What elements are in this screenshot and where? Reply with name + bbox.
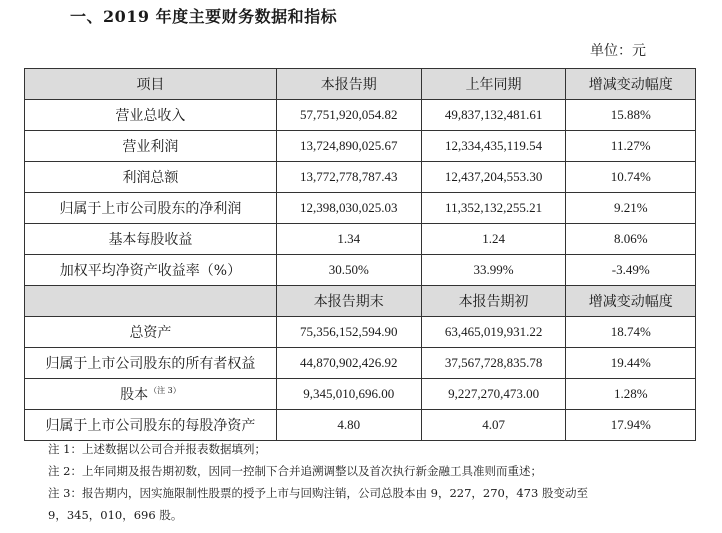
cell-value: 4.07 — [421, 410, 566, 441]
cell-value: 9,227,270,473.00 — [421, 379, 566, 410]
row-label-with-note — [25, 379, 277, 410]
header-cell-current-period: 本报告期 — [276, 69, 421, 100]
footnote-3: 注 3：报告期内，因实施限制性股票的授予上市与回购注销，公司总股本由 9，227，270，473 股变动至 — [48, 486, 588, 500]
cell-change: 8.06% — [566, 224, 696, 255]
cell-change: 19.44% — [566, 348, 696, 379]
cell-change: 9.21% — [566, 193, 696, 224]
section-title: 一、2019 年度主要财务数据和指标 — [70, 7, 338, 26]
row-label: 基本每股收益 — [25, 224, 277, 255]
cell-change: 18.74% — [566, 317, 696, 348]
cell-change: 15.88% — [566, 100, 696, 131]
table-row — [25, 193, 696, 224]
row-label: 利润总额 — [25, 162, 277, 193]
table-subheader-row — [25, 286, 696, 317]
cell-value: 30.50% — [276, 255, 421, 286]
footnote-2: 注 2：上年同期及报告期初数，因同一控制下合并追溯调整以及首次执行新金融工具准则而重述； — [48, 464, 542, 478]
cell-value: 12,437,204,553.30 — [421, 162, 566, 193]
cell-value: 37,567,728,835.78 — [421, 348, 566, 379]
header-cell-change: 增减变动幅度 — [566, 69, 696, 100]
table-row — [25, 379, 696, 410]
row-label: 营业总收入 — [25, 100, 277, 131]
cell-change: 17.94% — [566, 410, 696, 441]
cell-value: 12,398,030,025.03 — [276, 193, 421, 224]
row-label: 加权平均净资产收益率（%） — [25, 255, 277, 286]
header-cell-item: 项目 — [25, 69, 277, 100]
table-row — [25, 100, 696, 131]
header-cell-prior-period: 上年同期 — [421, 69, 566, 100]
table-row — [25, 224, 696, 255]
row-label: 归属于上市公司股东的净利润 — [25, 193, 277, 224]
table-row — [25, 410, 696, 441]
cell-value: 1.34 — [276, 224, 421, 255]
row-label: 营业利润 — [25, 131, 277, 162]
row-label: 归属于上市公司股东的每股净资产 — [25, 410, 277, 441]
footnote-marker: （注 3） — [149, 386, 181, 396]
footnotes — [48, 438, 698, 526]
footnote-3-continued: 9，345，010，696 股。 — [48, 508, 183, 522]
cell-value: 13,724,890,025.67 — [276, 131, 421, 162]
table-row — [25, 162, 696, 193]
row-label: 股本 — [120, 387, 149, 403]
cell-value: 44,870,902,426.92 — [276, 348, 421, 379]
row-label: 归属于上市公司股东的所有者权益 — [25, 348, 277, 379]
unit-label: 单位：元 — [590, 43, 646, 59]
header-cell-period-start: 本报告期初 — [421, 286, 566, 317]
cell-value: 57,751,920,054.82 — [276, 100, 421, 131]
cell-value: 1.24 — [421, 224, 566, 255]
cell-change: 11.27% — [566, 131, 696, 162]
header-cell-change: 增减变动幅度 — [566, 286, 696, 317]
table-row — [25, 131, 696, 162]
row-label: 总资产 — [25, 317, 277, 348]
table-row — [25, 255, 696, 286]
header-cell-blank — [25, 286, 277, 317]
footnote-1: 注 1：上述数据以公司合并报表数据填列； — [48, 442, 266, 456]
cell-value: 12,334,435,119.54 — [421, 131, 566, 162]
cell-change: 1.28% — [566, 379, 696, 410]
table-row — [25, 348, 696, 379]
table-row — [25, 317, 696, 348]
cell-value: 75,356,152,594.90 — [276, 317, 421, 348]
financial-data-table — [24, 68, 696, 441]
cell-value: 49,837,132,481.61 — [421, 100, 566, 131]
cell-value: 9,345,010,696.00 — [276, 379, 421, 410]
cell-value: 4.80 — [276, 410, 421, 441]
cell-change: -3.49% — [566, 255, 696, 286]
cell-change: 10.74% — [566, 162, 696, 193]
cell-value: 11,352,132,255.21 — [421, 193, 566, 224]
cell-value: 63,465,019,931.22 — [421, 317, 566, 348]
cell-value: 13,772,778,787.43 — [276, 162, 421, 193]
header-cell-period-end: 本报告期末 — [276, 286, 421, 317]
table-header-row — [25, 69, 696, 100]
cell-value: 33.99% — [421, 255, 566, 286]
